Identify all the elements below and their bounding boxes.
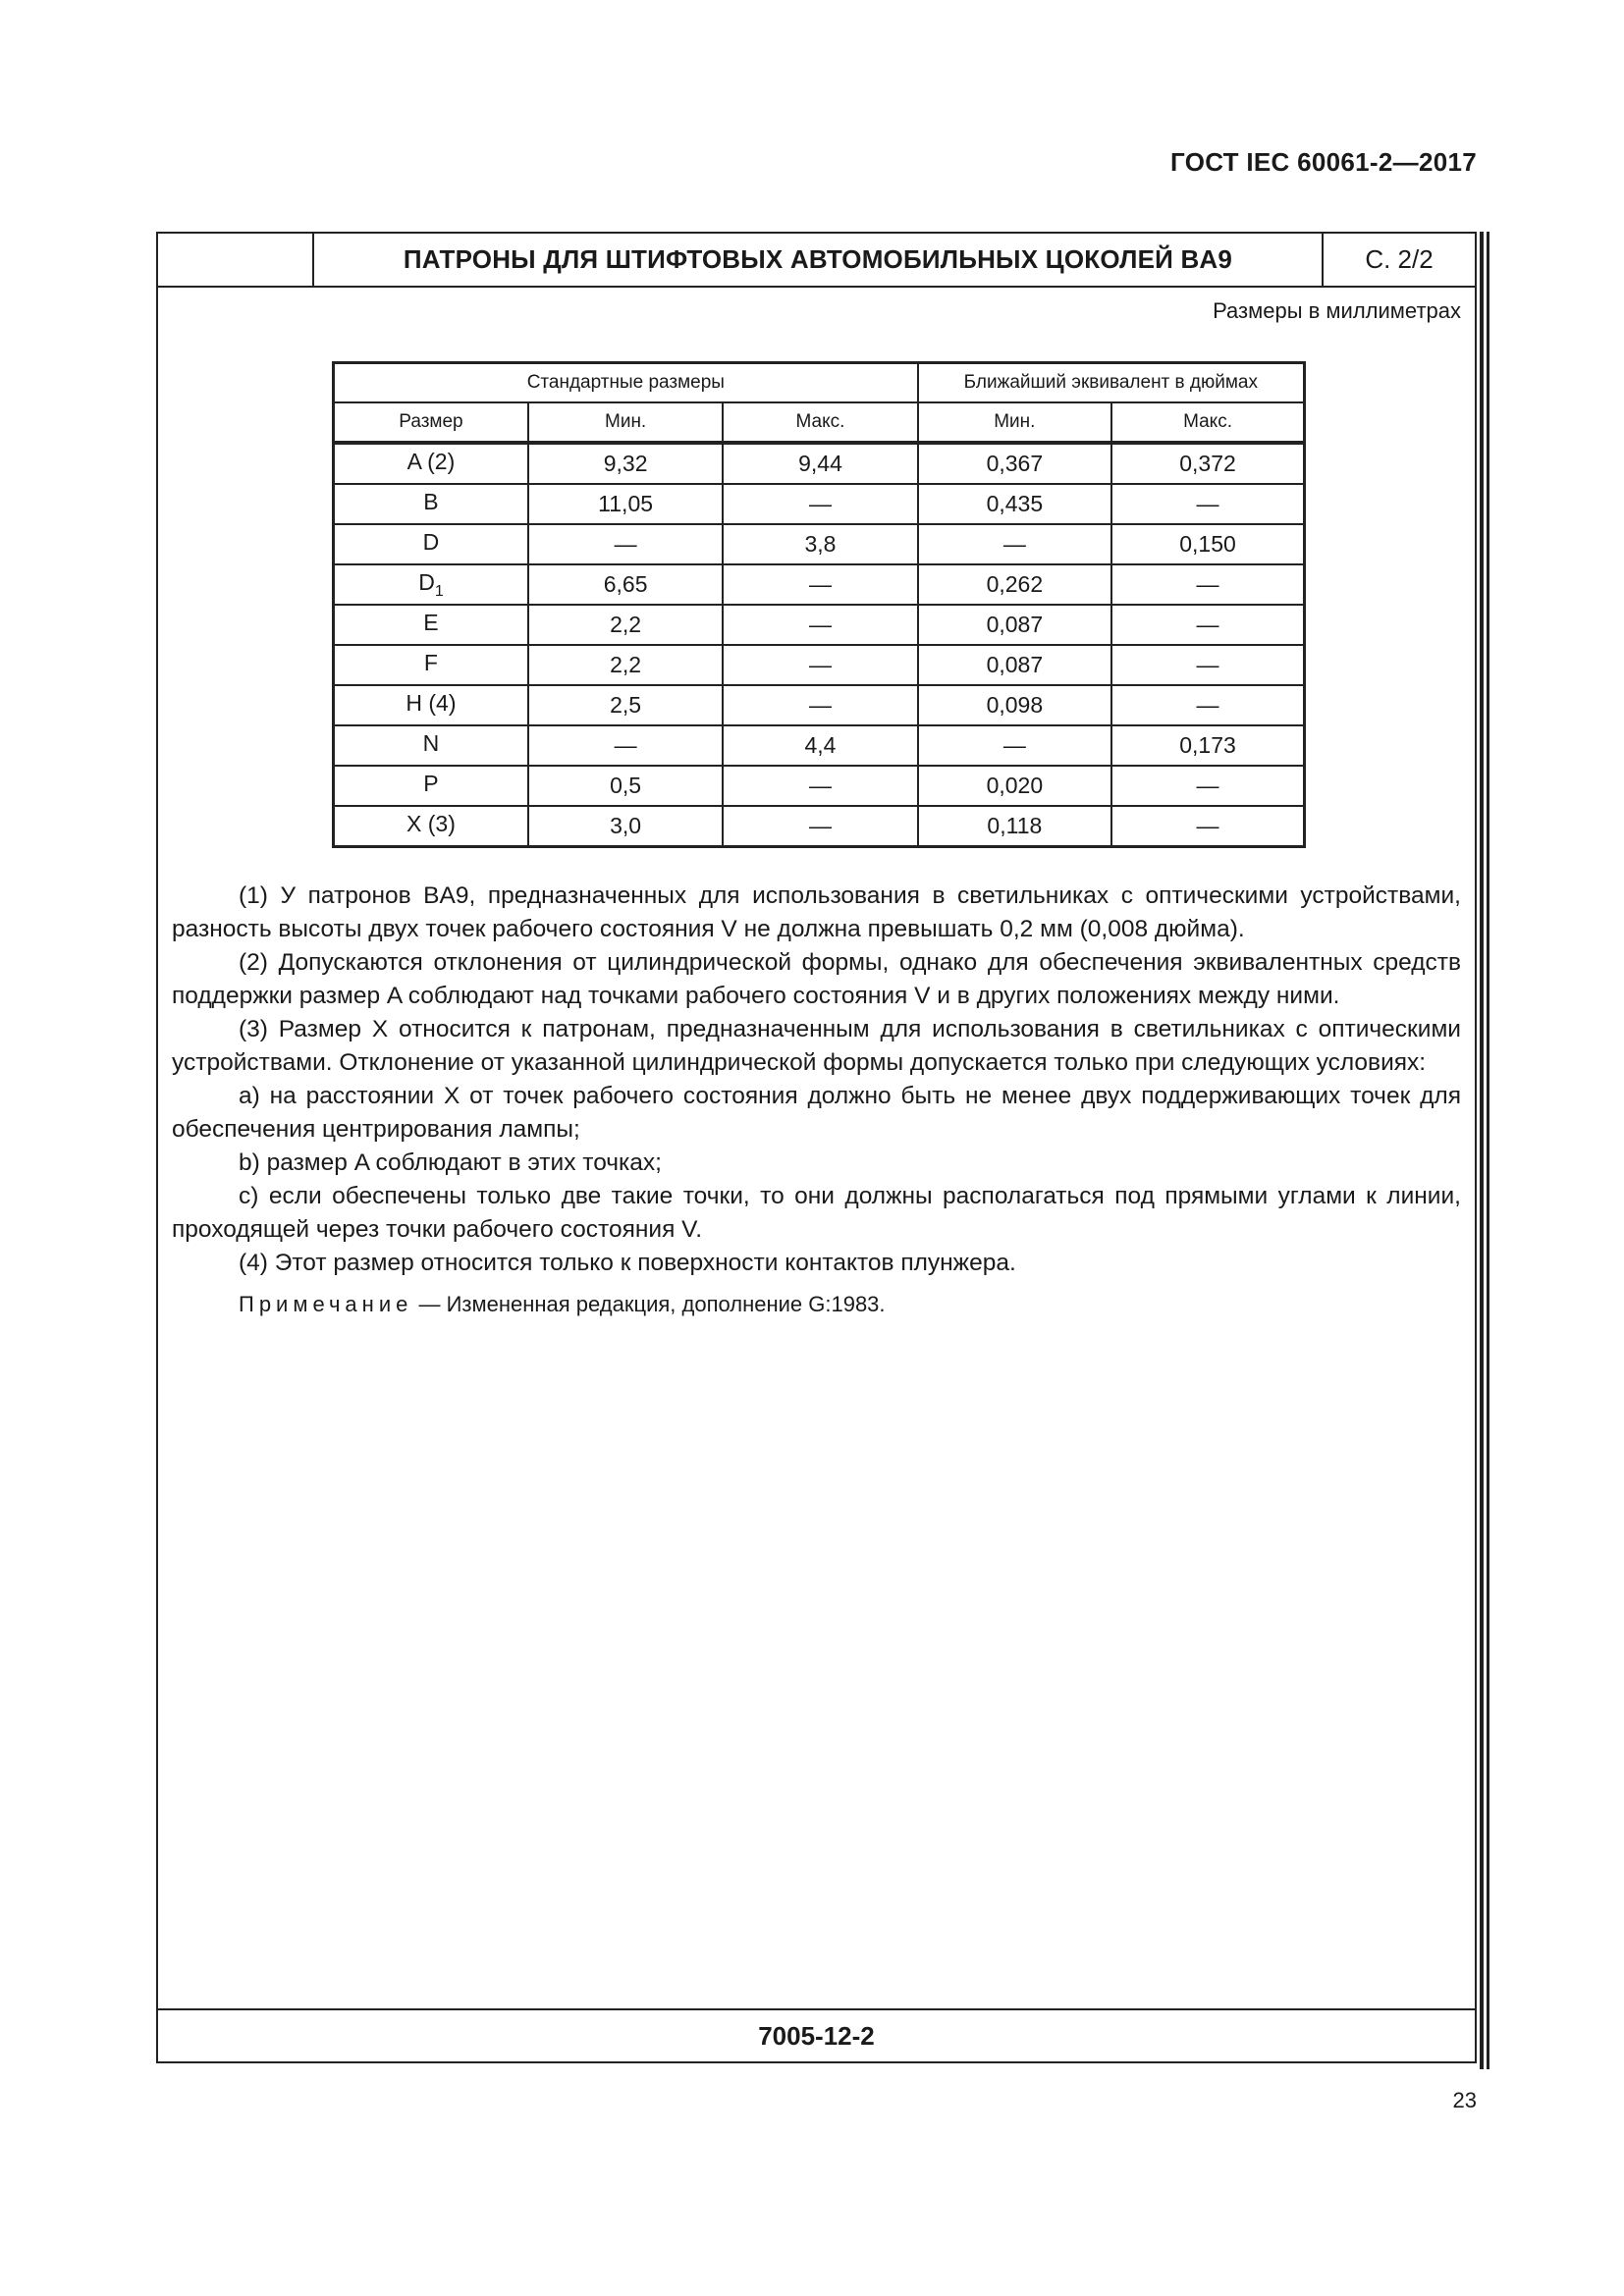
min-in-cell: 0,262 [918, 564, 1111, 605]
table-row [334, 725, 1305, 766]
min-mm-cell: 2,2 [528, 645, 723, 685]
column-header-min-mm: Мин. [528, 402, 723, 443]
dimension-cell: $D_1$ [334, 564, 528, 605]
min-mm-cell: 6,65 [528, 564, 723, 605]
min-in-cell: 0,087 [918, 645, 1111, 685]
max-in-cell: — [1111, 484, 1304, 524]
remark-label: Примечание [239, 1292, 413, 1316]
max-mm-cell: — [723, 564, 917, 605]
note-paragraph: (3) Размер X относится к патронам, предназначенным для использования в светильниках с оптическими устройствами. Отклонение от указанной цилиндрической формы допускается только при следующих условиях: [172, 1016, 1461, 1076]
max-in-cell: 0,173 [1111, 725, 1304, 766]
min-mm-cell: 0,5 [528, 766, 723, 806]
column-header-min-in: Мин. [918, 402, 1111, 443]
column-header-max-mm: Макс. [723, 402, 917, 443]
table-row [334, 524, 1305, 564]
table-row [334, 806, 1305, 847]
column-header-max-in: Макс. [1111, 402, 1304, 443]
units-note: Размеры в миллиметрах [1213, 298, 1461, 323]
min-in-cell: 0,098 [918, 685, 1111, 725]
max-in-cell: — [1111, 685, 1304, 725]
sheet-title: ПАТРОНЫ ДЛЯ ШТИФТОВЫХ АВТОМОБИЛЬНЫХ ЦОКОЛЕЙ BA9 [314, 234, 1324, 286]
max-mm-cell: 9,44 [723, 443, 917, 484]
max-in-cell: — [1111, 564, 1304, 605]
note-paragraph: c) если обеспечены только две такие точки, то они должны располагаться под прямыми углами к линии, проходящей через точки рабочего состояния V. [172, 1183, 1461, 1243]
dimension-cell: N [334, 725, 528, 766]
document-code: ГОСТ IEC 60061-2—2017 [1170, 147, 1477, 177]
min-mm-cell: 3,0 [528, 806, 723, 847]
note-paragraph: (4) Этот размер относится только к поверхности контактов плунжера. [239, 1250, 1016, 1276]
sheet-footer-code: 7005-12-2 [158, 2008, 1475, 2061]
page-number: 23 [1452, 2088, 1477, 2112]
table-row [334, 484, 1305, 524]
max-mm-cell: — [723, 605, 917, 645]
frame-edge-line [1480, 232, 1484, 2069]
min-mm-cell: — [528, 725, 723, 766]
dimension-cell: D [334, 524, 528, 564]
dimension-cell: H (4) [334, 685, 528, 725]
group-header-standard: Стандартные размеры [334, 363, 918, 403]
note-paragraph: (1) У патронов BA9, предназначенных для использования в светильниках с оптическими устройствами, разность высоты двух точек рабочего состояния V не должна превышать 0,2 мм (0,008 дюйма). [172, 882, 1461, 942]
dimension-cell: A (2) [334, 443, 528, 484]
min-mm-cell: 2,2 [528, 605, 723, 645]
header-blank-cell [158, 234, 314, 286]
standard-sheet-frame [156, 232, 1477, 2063]
note-paragraph: b) размер A соблюдают в этих точках; [239, 1149, 662, 1176]
note-paragraph: a) на расстоянии X от точек рабочего состояния должно быть не менее двух поддерживающих точек для обеспечения центрирования лампы; [172, 1083, 1461, 1143]
min-in-cell: 0,087 [918, 605, 1111, 645]
min-in-cell: 0,020 [918, 766, 1111, 806]
column-header-dimension: Размер [334, 402, 528, 443]
remark-paragraph [172, 1288, 1461, 1321]
min-mm-cell: — [528, 524, 723, 564]
max-in-cell: — [1111, 806, 1304, 847]
min-in-cell: — [918, 725, 1111, 766]
group-header-inches: Ближайший эквивалент в дюймах [918, 363, 1305, 403]
table-row [334, 605, 1305, 645]
max-mm-cell: 4,4 [723, 725, 917, 766]
table-row [334, 443, 1305, 484]
dimensions-table [332, 361, 1306, 848]
min-in-cell: 0,118 [918, 806, 1111, 847]
remark-text: — Измененная редакция, дополнение G:1983. [418, 1292, 886, 1316]
table-row [334, 685, 1305, 725]
max-mm-cell: — [723, 685, 917, 725]
max-mm-cell: 3,8 [723, 524, 917, 564]
note-paragraph: (2) Допускаются отклонения от цилиндрической формы, однако для обеспечения эквивалентных средств поддержки размер A соблюдают над точками рабочего состояния V и в других положениях между ними. [172, 949, 1461, 1009]
sheet-page-indicator: С. 2/2 [1365, 244, 1434, 274]
table-row [334, 766, 1305, 806]
max-in-cell: 0,150 [1111, 524, 1304, 564]
min-in-cell: 0,435 [918, 484, 1111, 524]
max-mm-cell: — [723, 766, 917, 806]
max-mm-cell: — [723, 645, 917, 685]
max-in-cell: — [1111, 766, 1304, 806]
max-mm-cell: — [723, 484, 917, 524]
table-row [334, 645, 1305, 685]
max-in-cell: 0,372 [1111, 443, 1304, 484]
dimension-cell: X (3) [334, 806, 528, 847]
min-in-cell: — [918, 524, 1111, 564]
max-in-cell: — [1111, 645, 1304, 685]
sheet-header [158, 234, 1475, 288]
min-mm-cell: 9,32 [528, 443, 723, 484]
max-in-cell: — [1111, 605, 1304, 645]
dimension-cell: F [334, 645, 528, 685]
min-mm-cell: 11,05 [528, 484, 723, 524]
dimension-cell: P [334, 766, 528, 806]
min-in-cell: 0,367 [918, 443, 1111, 484]
notes-section [172, 880, 1461, 1321]
min-mm-cell: 2,5 [528, 685, 723, 725]
table-row [334, 564, 1305, 605]
dimension-cell: E [334, 605, 528, 645]
frame-edge-line [1487, 232, 1489, 2069]
max-mm-cell: — [723, 806, 917, 847]
dimension-cell: B [334, 484, 528, 524]
